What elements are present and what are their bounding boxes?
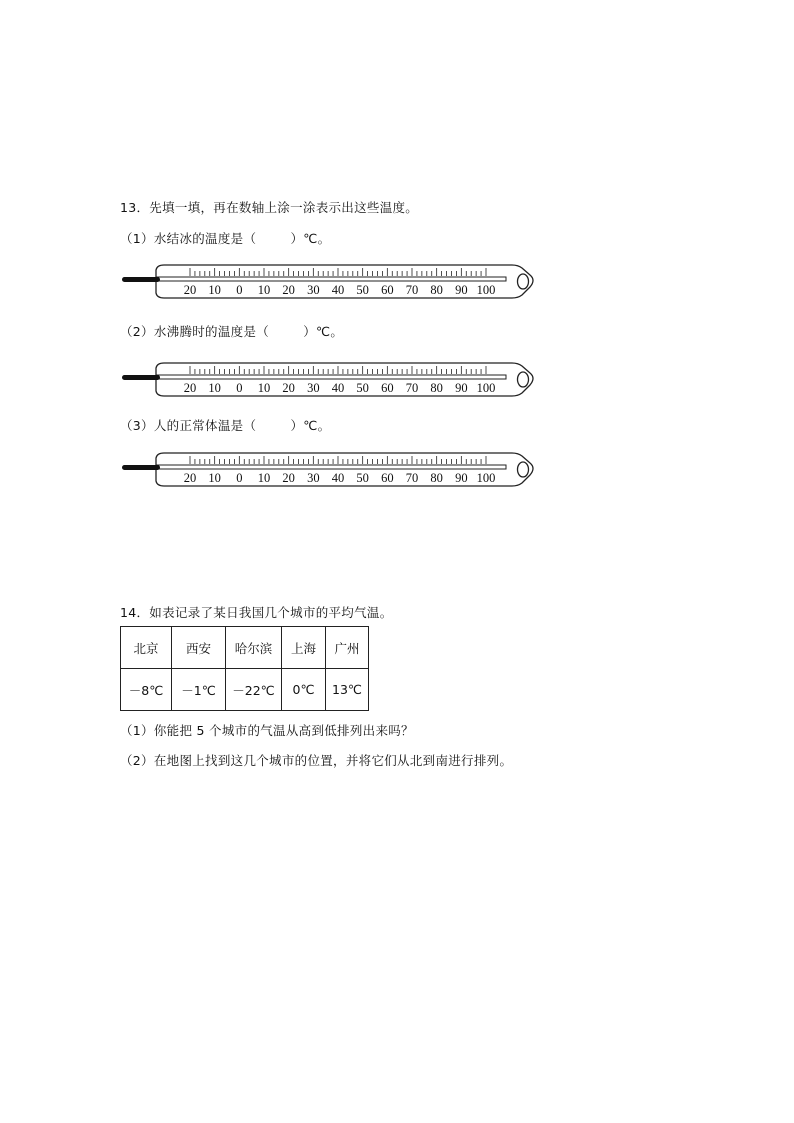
scale-label: 40	[331, 471, 345, 485]
scale-label: 20	[183, 381, 197, 395]
thermometer-bulb	[122, 277, 160, 282]
q14-part1-text: （1）你能把 5 个城市的气温从高到低排列出来吗？	[120, 723, 414, 738]
scale-label: 90	[455, 381, 468, 395]
scale-label: 10	[208, 471, 221, 485]
scale-label: 0	[236, 283, 243, 297]
q13-title: 13．先填一填，再在数轴上涂一涂表示出这些温度。	[120, 200, 419, 215]
city-cell: 广州	[326, 627, 369, 669]
scale-label: 70	[405, 283, 419, 297]
scale-label: 10	[257, 283, 271, 297]
scale-label: 80	[430, 381, 443, 395]
thermometer-3	[120, 450, 538, 490]
thermometer-bulb	[122, 375, 160, 380]
city-cell: 上海	[282, 627, 326, 669]
thermometer-loop	[518, 274, 529, 289]
scale-label: 0	[236, 381, 243, 395]
temp-cell: －1℃	[172, 669, 226, 711]
temp-cell: －8℃	[121, 669, 172, 711]
scale-label: 20	[282, 471, 295, 485]
scale-label: 30	[307, 283, 320, 297]
thermometer-svg	[120, 262, 538, 302]
scale-label: 10	[208, 283, 221, 297]
scale-label: 60	[381, 283, 394, 297]
thermometer-svg	[120, 450, 538, 490]
scale-label: 40	[331, 381, 345, 395]
q14-title: 14．如表记录了某日我国几个城市的平均气温。	[120, 605, 393, 620]
temp-cell: 0℃	[282, 669, 326, 711]
scale-label: 20	[282, 283, 295, 297]
scale-label: 100	[476, 381, 496, 395]
temp-cell: 13℃	[326, 669, 369, 711]
scale-label: 90	[455, 283, 468, 297]
thermometer-loop	[518, 462, 529, 477]
scale-label: 100	[476, 283, 496, 297]
thermometer-tube	[156, 375, 506, 379]
thermometer-svg	[120, 360, 538, 400]
scale-label: 0	[236, 471, 243, 485]
thermometer-loop	[518, 372, 529, 387]
scale-label: 60	[381, 471, 394, 485]
thermometer-tube	[156, 465, 506, 469]
thermometer-bulb	[122, 465, 160, 470]
temp-cell: －22℃	[226, 669, 282, 711]
city-temperature-table	[120, 626, 369, 711]
scale-label: 50	[356, 283, 369, 297]
thermometer-tube	[156, 277, 506, 281]
scale-label: 50	[356, 381, 369, 395]
scale-label: 10	[257, 381, 271, 395]
scale-label: 20	[183, 283, 197, 297]
thermometer-1	[120, 262, 538, 302]
scale-label: 70	[405, 381, 419, 395]
city-cell: 北京	[121, 627, 172, 669]
scale-label: 60	[381, 381, 394, 395]
q14-part2-text: （2）在地图上找到这几个城市的位置，并将它们从北到南进行排列。	[120, 753, 513, 768]
city-cell: 哈尔滨	[226, 627, 282, 669]
scale-label: 80	[430, 283, 443, 297]
scale-label: 30	[307, 471, 320, 485]
q13-part2-text: （2）水沸腾时的温度是（ ）℃。	[120, 324, 344, 339]
scale-label: 90	[455, 471, 468, 485]
scale-label: 100	[476, 471, 496, 485]
scale-label: 20	[282, 381, 295, 395]
scale-label: 70	[405, 471, 419, 485]
q13-part3-text: （3）人的正常体温是（ ）℃。	[120, 418, 331, 433]
thermometer-2	[120, 360, 538, 400]
scale-label: 10	[257, 471, 271, 485]
table-row-cities	[121, 627, 369, 669]
scale-label: 10	[208, 381, 221, 395]
q13-part1-text: （1）水结冰的温度是（ ）℃。	[120, 231, 331, 246]
scale-label: 30	[307, 381, 320, 395]
scale-label: 50	[356, 471, 369, 485]
scale-label: 80	[430, 471, 443, 485]
table-row-temps	[121, 669, 369, 711]
scale-label: 20	[183, 471, 197, 485]
scale-label: 40	[331, 283, 345, 297]
city-cell: 西安	[172, 627, 226, 669]
